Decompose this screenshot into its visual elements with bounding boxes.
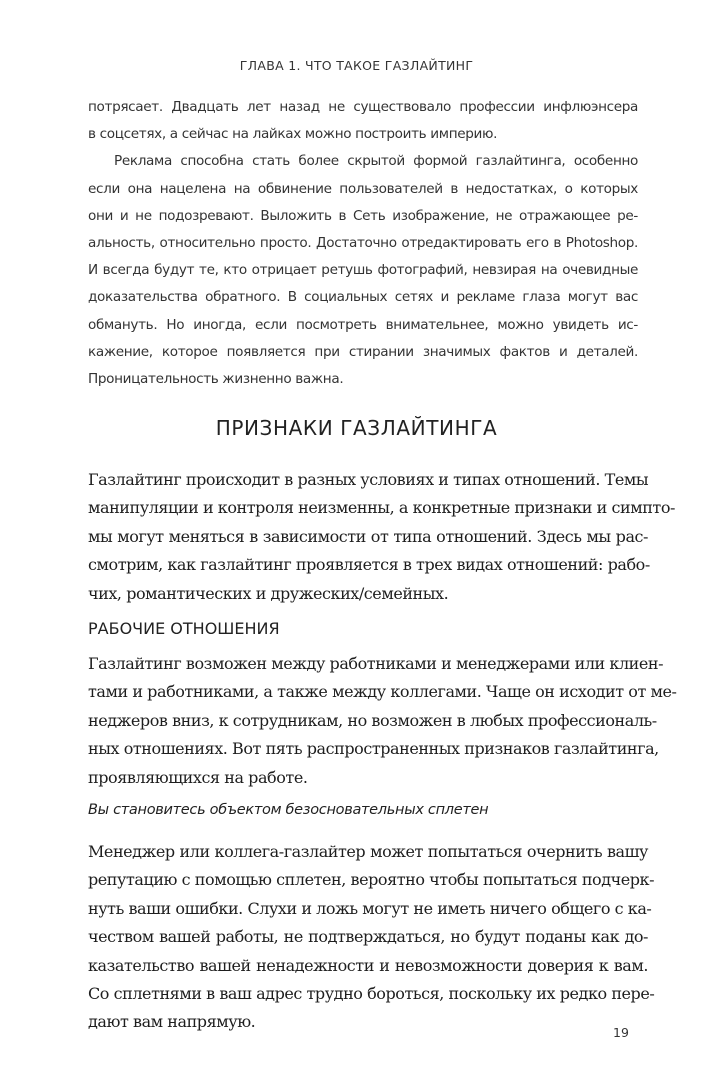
- text-line: доказательства обратного. В социальных сетях и рекламе глаза могут вас: [88, 289, 638, 306]
- text-line: дают вам напрямую.: [88, 1012, 256, 1032]
- text-line: Менеджер или коллега-газлайтер может попытаться очернить вашу: [88, 842, 648, 861]
- text-line: Проницательность жизненно важна.: [88, 371, 344, 388]
- text-line: они и не подозревают. Выложить в Сеть изображение, не отражающее ре-: [88, 207, 638, 224]
- text-line: Со сплетнями в ваш адрес трудно бороться, поскольку их редко пере-: [88, 984, 655, 1004]
- running-head: ГЛАВА 1. ЧТО ТАКОЕ ГАЗЛАЙТИНГ: [239, 58, 474, 73]
- text-line: если она нацелена на обвинение пользователей в недостатках, о которых: [88, 180, 638, 197]
- text-line: Газлайтинг возможен между работниками и менеджерами или клиен-: [88, 654, 664, 673]
- page-number: 19: [613, 1025, 629, 1040]
- text-line: нуть ваши ошибки. Слухи и ложь могут не иметь ничего общего с ка-: [88, 898, 652, 918]
- text-line: кажение, которое появляется при стирании значимых фактов и деталей.: [88, 343, 638, 360]
- intro-paragraph-1: [88, 94, 638, 148]
- section-heading: ПРИЗНАКИ ГАЗЛАЙТИНГА: [215, 416, 498, 440]
- text-line: альность, относительно просто. Достаточно отредактировать его в Photoshop.: [88, 235, 638, 252]
- text-line: неджеров вниз, к сотрудникам, но возможен в любых профессиональ-: [88, 710, 657, 730]
- text-line: мы могут меняться в зависимости от типа отношений. Здесь мы рас-: [88, 526, 648, 546]
- sign-heading: Вы становитесь объектом безосновательных сплетен: [88, 802, 489, 818]
- text-line: чеством вашей работы, не подтверждаться, но будут поданы как до-: [88, 927, 648, 947]
- text-line: в соцсетях, а сейчас на лайках можно построить империю.: [88, 126, 498, 143]
- text-line: манипуляции и контроля неизменны, а конкретные признаки и симпто-: [88, 498, 675, 518]
- text-line: обмануть. Но иногда, если посмотреть внимательнее, можно увидеть ис-: [88, 316, 638, 333]
- text-line: репутацию с помощью сплетен, вероятно чтобы попытаться подчерк-: [88, 870, 655, 890]
- subsection-paragraph: [88, 650, 677, 792]
- text-line: потрясает. Двадцать лет назад не существовало профессии инфлюэнсера: [88, 99, 638, 115]
- text-line: смотрим, как газлайтинг проявляется в трех видах отношений: рабо-: [88, 555, 650, 575]
- text-line: ных отношениях. Вот пять распространенных признаков газлайтинга,: [88, 739, 659, 759]
- sign-paragraph: [88, 838, 655, 1037]
- text-line: казательство вашей ненадежности и невозможности доверия к вам.: [88, 955, 648, 975]
- intro-text: [88, 94, 638, 393]
- text-line: Реклама способна стать более скрытой формой газлайтинга, особенно: [114, 153, 638, 170]
- text-line: тами и работниками, а также между коллегами. Чаще он исходит от ме-: [88, 682, 677, 702]
- text-line: проявляющихся на работе.: [88, 767, 308, 787]
- intro-paragraph-2: [88, 148, 638, 393]
- text-line: чих, романтических и дружеских/семейных.: [88, 583, 449, 603]
- text-line: Газлайтинг происходит в разных условиях и типах отношений. Темы: [88, 470, 649, 489]
- subsection-heading: РАБОЧИЕ ОТНОШЕНИЯ: [88, 619, 280, 638]
- section-paragraph: [88, 466, 675, 608]
- text-line: И всегда будут те, кто отрицает ретушь фотографий, невзирая на очевидные: [88, 262, 638, 279]
